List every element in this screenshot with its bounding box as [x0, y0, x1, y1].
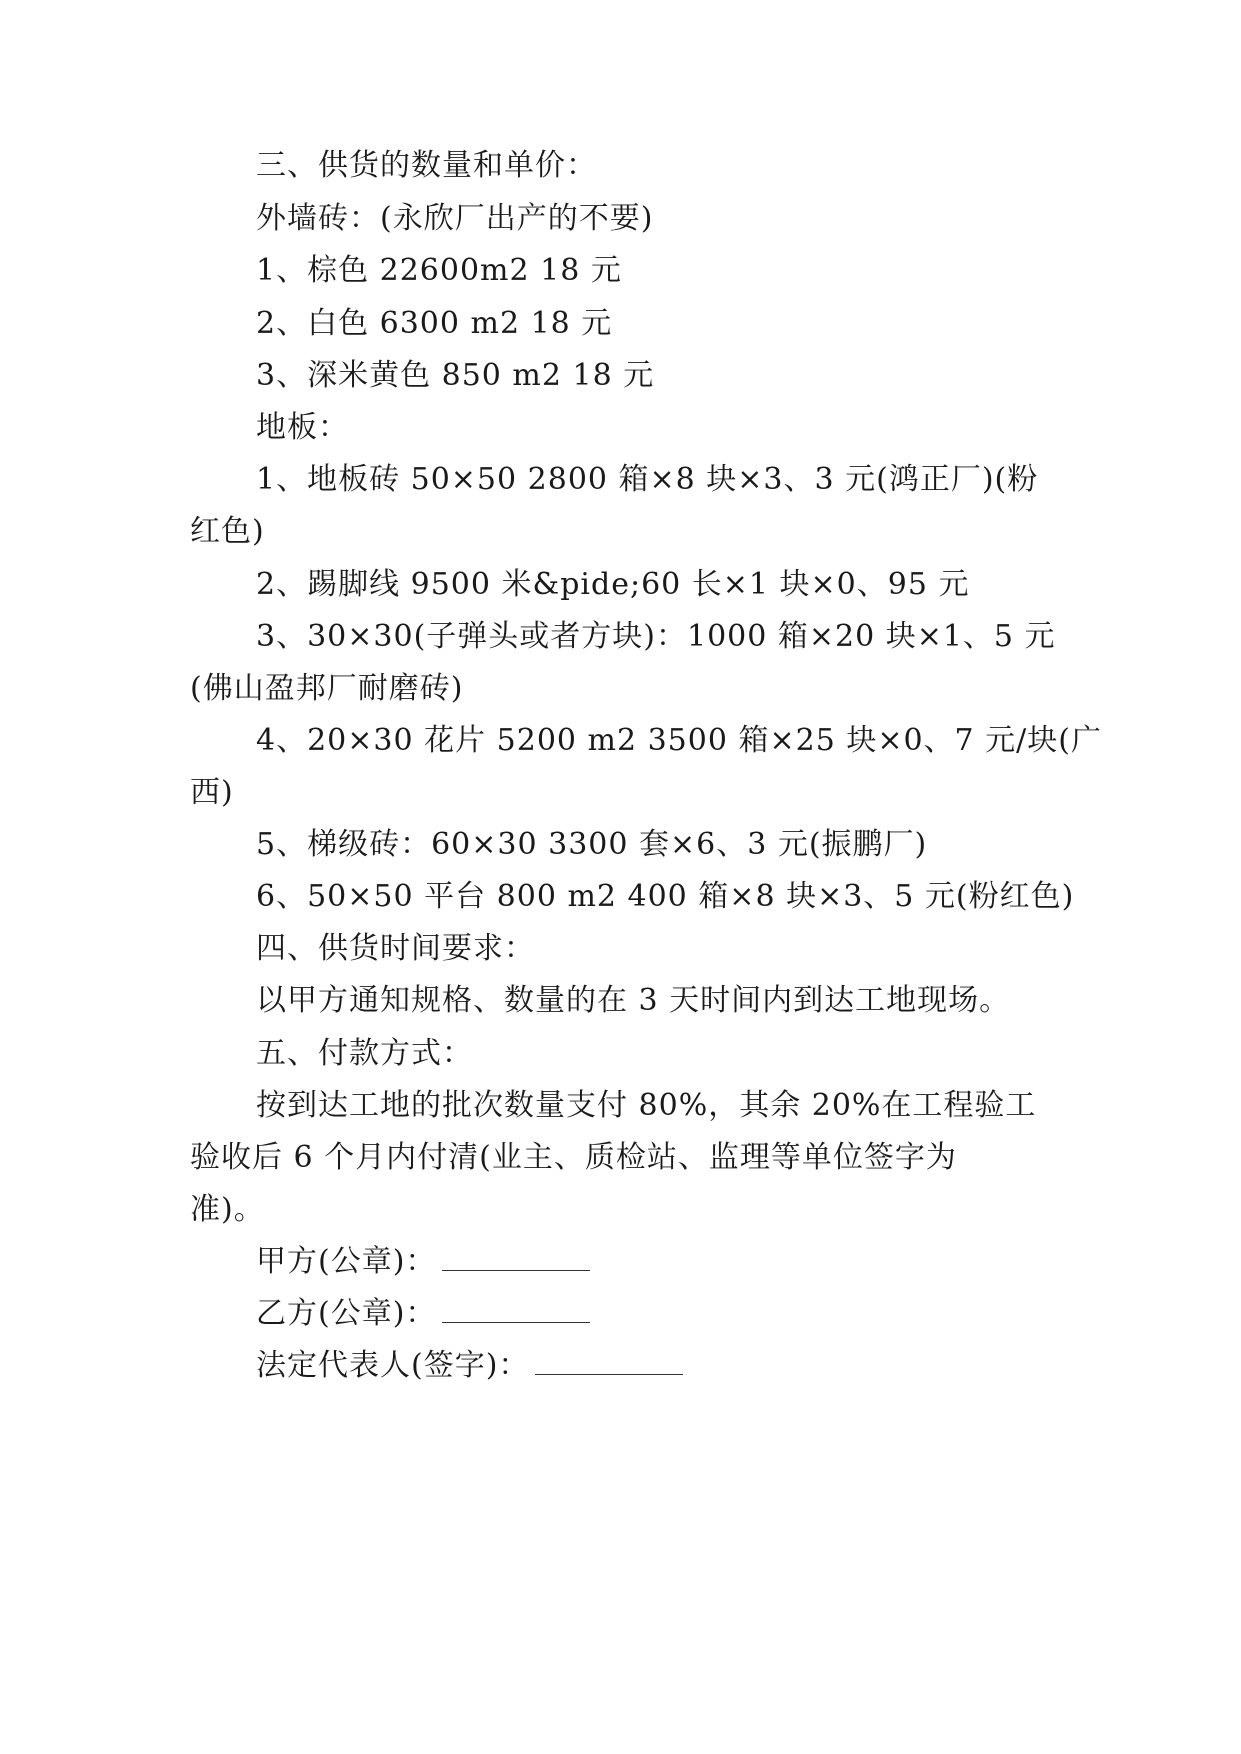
- party-b-blank: [442, 1296, 590, 1323]
- floor-heading: 地板：: [256, 410, 349, 445]
- floor-item-continuation: (佛山盈邦厂耐磨砖): [190, 671, 464, 706]
- party-a-blank: [442, 1244, 590, 1271]
- wall-tile-item: 1、棕色 22600m2 18 元: [256, 253, 622, 288]
- floor-item-line: 4、20×30 花片 5200 m2 3500 箱×25 块×0、7 元/块(广: [256, 723, 1102, 758]
- section-4-heading: 四、供货时间要求：: [256, 931, 535, 966]
- section-5-text-line: 准)。: [190, 1192, 265, 1227]
- floor-item-continuation: 红色): [190, 514, 265, 549]
- floor-item-continuation: 西): [190, 775, 234, 810]
- floor-item-line: 6、50×50 平台 800 m2 400 箱×8 块×3、5 元(粉红色): [256, 879, 1075, 914]
- section-5-heading: 五、付款方式：: [256, 1036, 473, 1071]
- section-5-text-line: 按到达工地的批次数量支付 80%，其余 20%在工程验工: [256, 1088, 1037, 1123]
- floor-item-line: 2、踢脚线 9500 米&pide;60 长×1 块×0、95 元: [256, 567, 970, 602]
- wall-tile-heading: 外墙砖：(永欣厂出产的不要): [256, 201, 654, 236]
- party-b-signature: [256, 1294, 1126, 1334]
- floor-item-line: 5、梯级砖：60×30 3300 套×6、3 元(振鹏厂): [256, 827, 928, 862]
- wall-tile-item: 2、白色 6300 m2 18 元: [256, 306, 613, 341]
- section-5-text-line: 验收后 6 个月内付清(业主、质检站、监理等单位签字为: [190, 1140, 957, 1175]
- floor-item-line: 3、30×30(子弹头或者方块)：1000 箱×20 块×1、5 元: [256, 619, 1056, 654]
- section-3-heading: 三、供货的数量和单价：: [256, 148, 597, 183]
- section-4-text: 以甲方通知规格、数量的在 3 天时间内到达工地现场。: [256, 983, 1011, 1018]
- floor-item-line: 1、地板砖 50×50 2800 箱×8 块×3、3 元(鸿正厂)(粉: [256, 462, 1039, 497]
- legal-rep-label: 法定代表人(签字)：: [256, 1348, 530, 1383]
- party-a-signature: [256, 1242, 1126, 1282]
- legal-rep-signature: [256, 1346, 1126, 1386]
- legal-rep-blank: [535, 1348, 683, 1375]
- wall-tile-item: 3、深米黄色 850 m2 18 元: [256, 358, 655, 393]
- party-b-label: 乙方(公章)：: [256, 1296, 437, 1331]
- party-a-label: 甲方(公章)：: [256, 1244, 437, 1279]
